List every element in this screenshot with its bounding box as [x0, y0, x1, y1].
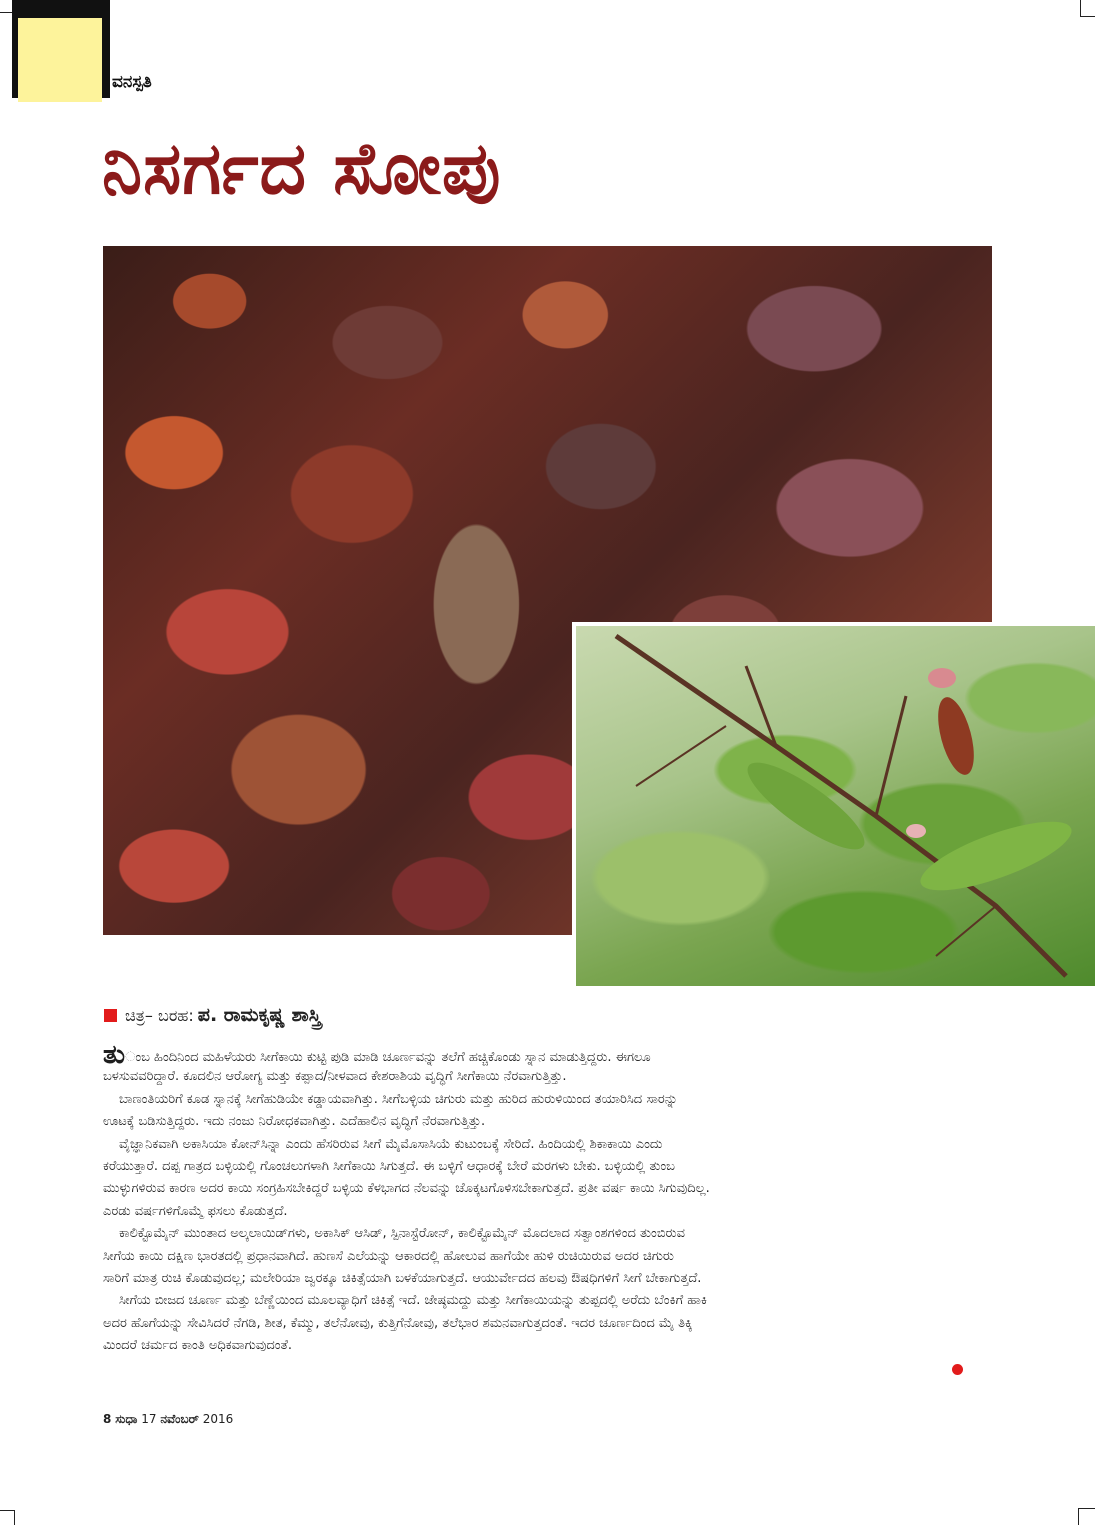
body-text: ಂಬ ಹಿಂದಿನಿಂದ ಮಹಿಳೆಯರು ಸೀಗೆಕಾಯಿ ಕುಟ್ಟಿ ಪುಡಿ ಮಾಡಿ ಚೂರ್ಣವನ್ನು ತಲೆಗೆ ಹಚ್ಚಿಕೊಂಡು ಸ್ನಾನ ಮಾಡುತ್ತಿದ್ದರು. ಈಗಲೂ: [125, 1050, 651, 1065]
article-body: [103, 1044, 963, 1357]
issue-day: 17: [141, 1412, 157, 1426]
body-line: ವೈಜ್ಞಾನಿಕವಾಗಿ ಅಕಾಸಿಯಾ ಕೋನ್‌ಸಿನ್ನಾ ಎಂದು ಹೆಸರಿರುವ ಸೀಗೆ ಮೈಮೊಸಾಸಿಯೆ ಕುಟುಂಬಕ್ಕೆ ಸೇರಿದೆ. ಹಿಂದಿಯಲ್ಲಿ ಶಿಕಾಕಾಯಿ ಎಂದು: [119, 1136, 663, 1152]
body-line: ಬಳಸುವವರಿದ್ದಾರೆ. ಕೂದಲಿನ ಆರೋಗ್ಯ ಮತ್ತು ಕಪ್ಪಾದ/ನೀಳವಾದ ಕೇಶರಾಶಿಯ ವೃದ್ಧಿಗೆ ಸೀಗೆಕಾಯಿ ನೆರವಾಗುತ್ತಿತ್ತು.: [103, 1069, 567, 1085]
article-headline: ನಿಸರ್ಗದ ಸೋಪು: [102, 125, 502, 210]
section-label: ವನಸ್ಪತಿ: [112, 72, 152, 92]
issue-month: ನವೆಂಬರ್: [160, 1412, 199, 1426]
byline-marker: [104, 1009, 117, 1022]
body-line: ಬಾಣಂತಿಯರಿಗೆ ಕೂಡ ಸ್ನಾನಕ್ಕೆ ಸೀಗೆಹುಡಿಯೇ ಕಡ್ಡಾಯವಾಗಿತ್ತು. ಸೀಗೆಬಳ್ಳಿಯ ಚಿಗುರು ಮತ್ತು ಹುರಿದ ಹುರುಳಿಯಿಂದ ತಯಾರಿಸಿದ ಸಾರನ್ನು: [119, 1091, 678, 1107]
body-line: ಸೀಗೆಯ ಬೀಜದ ಚೂರ್ಣ ಮತ್ತು ಬೆಣ್ಣೆಯಿಂದ ಮೂಲವ್ಯಾಧಿಗೆ ಚಿಕಿತ್ಸೆ ಇದೆ. ಜೇಷ್ಠಮದ್ದು ಮತ್ತು ಸೀಗೆಕಾಯಿಯನ್ನು ತುಪ್ಪದಲ್ಲಿ ಅರೆದು ಬೆಂಕಿಗೆ ಹಾಕಿ: [119, 1293, 707, 1309]
byline-prefix: ಚಿತ್ರ– ಬರಹ:: [125, 1006, 194, 1025]
branch-illustration: [576, 626, 1095, 986]
end-mark: [952, 1364, 963, 1375]
body-line: ಅದರ ಹೊಗೆಯನ್ನು ಸೇವಿಸಿದರೆ ನೆಗಡಿ, ಶೀತ, ಕೆಮ್ಮು, ತಲೆನೋವು, ಕುತ್ತಿಗೆನೋವು, ತಲೆಭಾರ ಶಮನವಾಗುತ್ತದಂತೆ. ಇದರ ಚೂರ್ಣದಿಂದ ಮೈ ತಿಕ್ಕಿ: [103, 1315, 693, 1331]
body-line: ಮುಳ್ಳುಗಳಿರುವ ಕಾರಣ ಅದರ ಕಾಯಿ ಸಂಗ್ರಹಿಸಬೇಕಿದ್ದರೆ ಬಳ್ಳಿಯ ಕೆಳಭಾಗದ ನೆಲವನ್ನು ಚೊಕ್ಕಟಗೊಳಿಸಬೇಕಾಗುತ್ತದೆ. ಪ್ರತೀ ವರ್ಷ ಕಾಯಿ ಸಿಗುವುದಿಲ್ಲ.: [103, 1181, 710, 1197]
body-line: ಸೀಗೆಯ ಕಾಯಿ ದಕ್ಷಿಣ ಭಾರತದಲ್ಲಿ ಪ್ರಧಾನವಾಗಿದೆ. ಹುಣಸೆ ಎಲೆಯನ್ನು ಆಕಾರದಲ್ಲಿ ಹೋಲುವ ಹಾಗೆಯೇ ಹುಳಿ ರುಚಿಯಿರುವ ಅದರ ಚಿಗುರು: [103, 1248, 674, 1264]
body-line: [103, 1044, 963, 1066]
body-line: ಕಾಲಿಕ್ಟೊಮೈನ್ ಮುಂತಾದ ಅಲ್ಕಲಾಯಿಡ್‌ಗಳು, ಅಕಾಸಿಕ್ ಆಸಿಡ್, ಸ್ಪಿನಾಸ್ಟೆರೋನ್, ಕಾಲಿಕ್ಟೊಮೈನ್ ಮೊದಲಾದ ಸತ್ವಾಂಶಗಳಿಂದ ತುಂಬಿರುವ: [119, 1226, 685, 1242]
page-number: 8: [103, 1412, 112, 1426]
issue-year: 2016: [202, 1412, 234, 1426]
body-line: ಕರೆಯುತ್ತಾರೆ. ದಪ್ಪ ಗಾತ್ರದ ಬಳ್ಳಿಯಲ್ಲಿ ಗೊಂಚಲುಗಳಾಗಿ ಸೀಗೆಕಾಯಿ ಸಿಗುತ್ತದೆ. ಈ ಬಳ್ಳಿಗೆ ಆಧಾರಕ್ಕೆ ಬೇರೆ ಮರಗಳು ಬೇಕು. ಬಳ್ಳಿಯಲ್ಲಿ ತುಂಬ: [103, 1158, 675, 1174]
page-footer: [103, 1412, 233, 1427]
body-line: ಸಾರಿಗೆ ಮಾತ್ರ ರುಚಿ ಕೊಡುವುದಲ್ಲ; ಮಲೇರಿಯಾ ಜ್ವರಕ್ಕೂ ಚಿಕಿತ್ಸೆಯಾಗಿ ಬಳಕೆಯಾಗುತ್ತದೆ. ಆಯುರ್ವೇದದ ಹಲವು ಔಷಧಿಗಳಿಗೆ ಸೀಗೆ ಬೇಕಾಗುತ್ತದೆ.: [103, 1270, 702, 1286]
body-line: ಎರಡು ವರ್ಷಗಳಿಗೊಮ್ಮೆ ಫಸಲು ಕೊಡುತ್ತದೆ.: [103, 1203, 288, 1219]
drop-cap: ತು: [103, 1044, 126, 1067]
body-line: ಊಟಕ್ಕೆ ಬಡಿಸುತ್ತಿದ್ದರು. ಇದು ನಂಜು ನಿರೋಧಕವಾಗಿತ್ತು. ಎದೆಹಾಲಿನ ವೃದ್ಧಿಗೆ ನೆರವಾಗುತ್ತಿತ್ತು.: [103, 1114, 486, 1130]
plant-branch-photo: [572, 622, 1095, 986]
crop-mark-bottom-right: [1078, 1508, 1095, 1525]
crop-mark-top-right: [1080, 0, 1095, 17]
crop-mark-bottom-left: [0, 1510, 15, 1525]
byline-author: ಪ. ರಾಮಕೃಷ್ಣ ಶಾಸ್ತ್ರಿ: [197, 1004, 321, 1026]
body-line: ಮಿಂದರೆ ಚರ್ಮದ ಕಾಂತಿ ಅಧಿಕವಾಗುವುದಂತೆ.: [103, 1338, 293, 1354]
magazine-name: ಸುಧಾ: [115, 1412, 138, 1426]
crop-mark-top-left: [0, 0, 12, 13]
section-tab-marker: [18, 18, 102, 102]
byline: [104, 1004, 321, 1026]
